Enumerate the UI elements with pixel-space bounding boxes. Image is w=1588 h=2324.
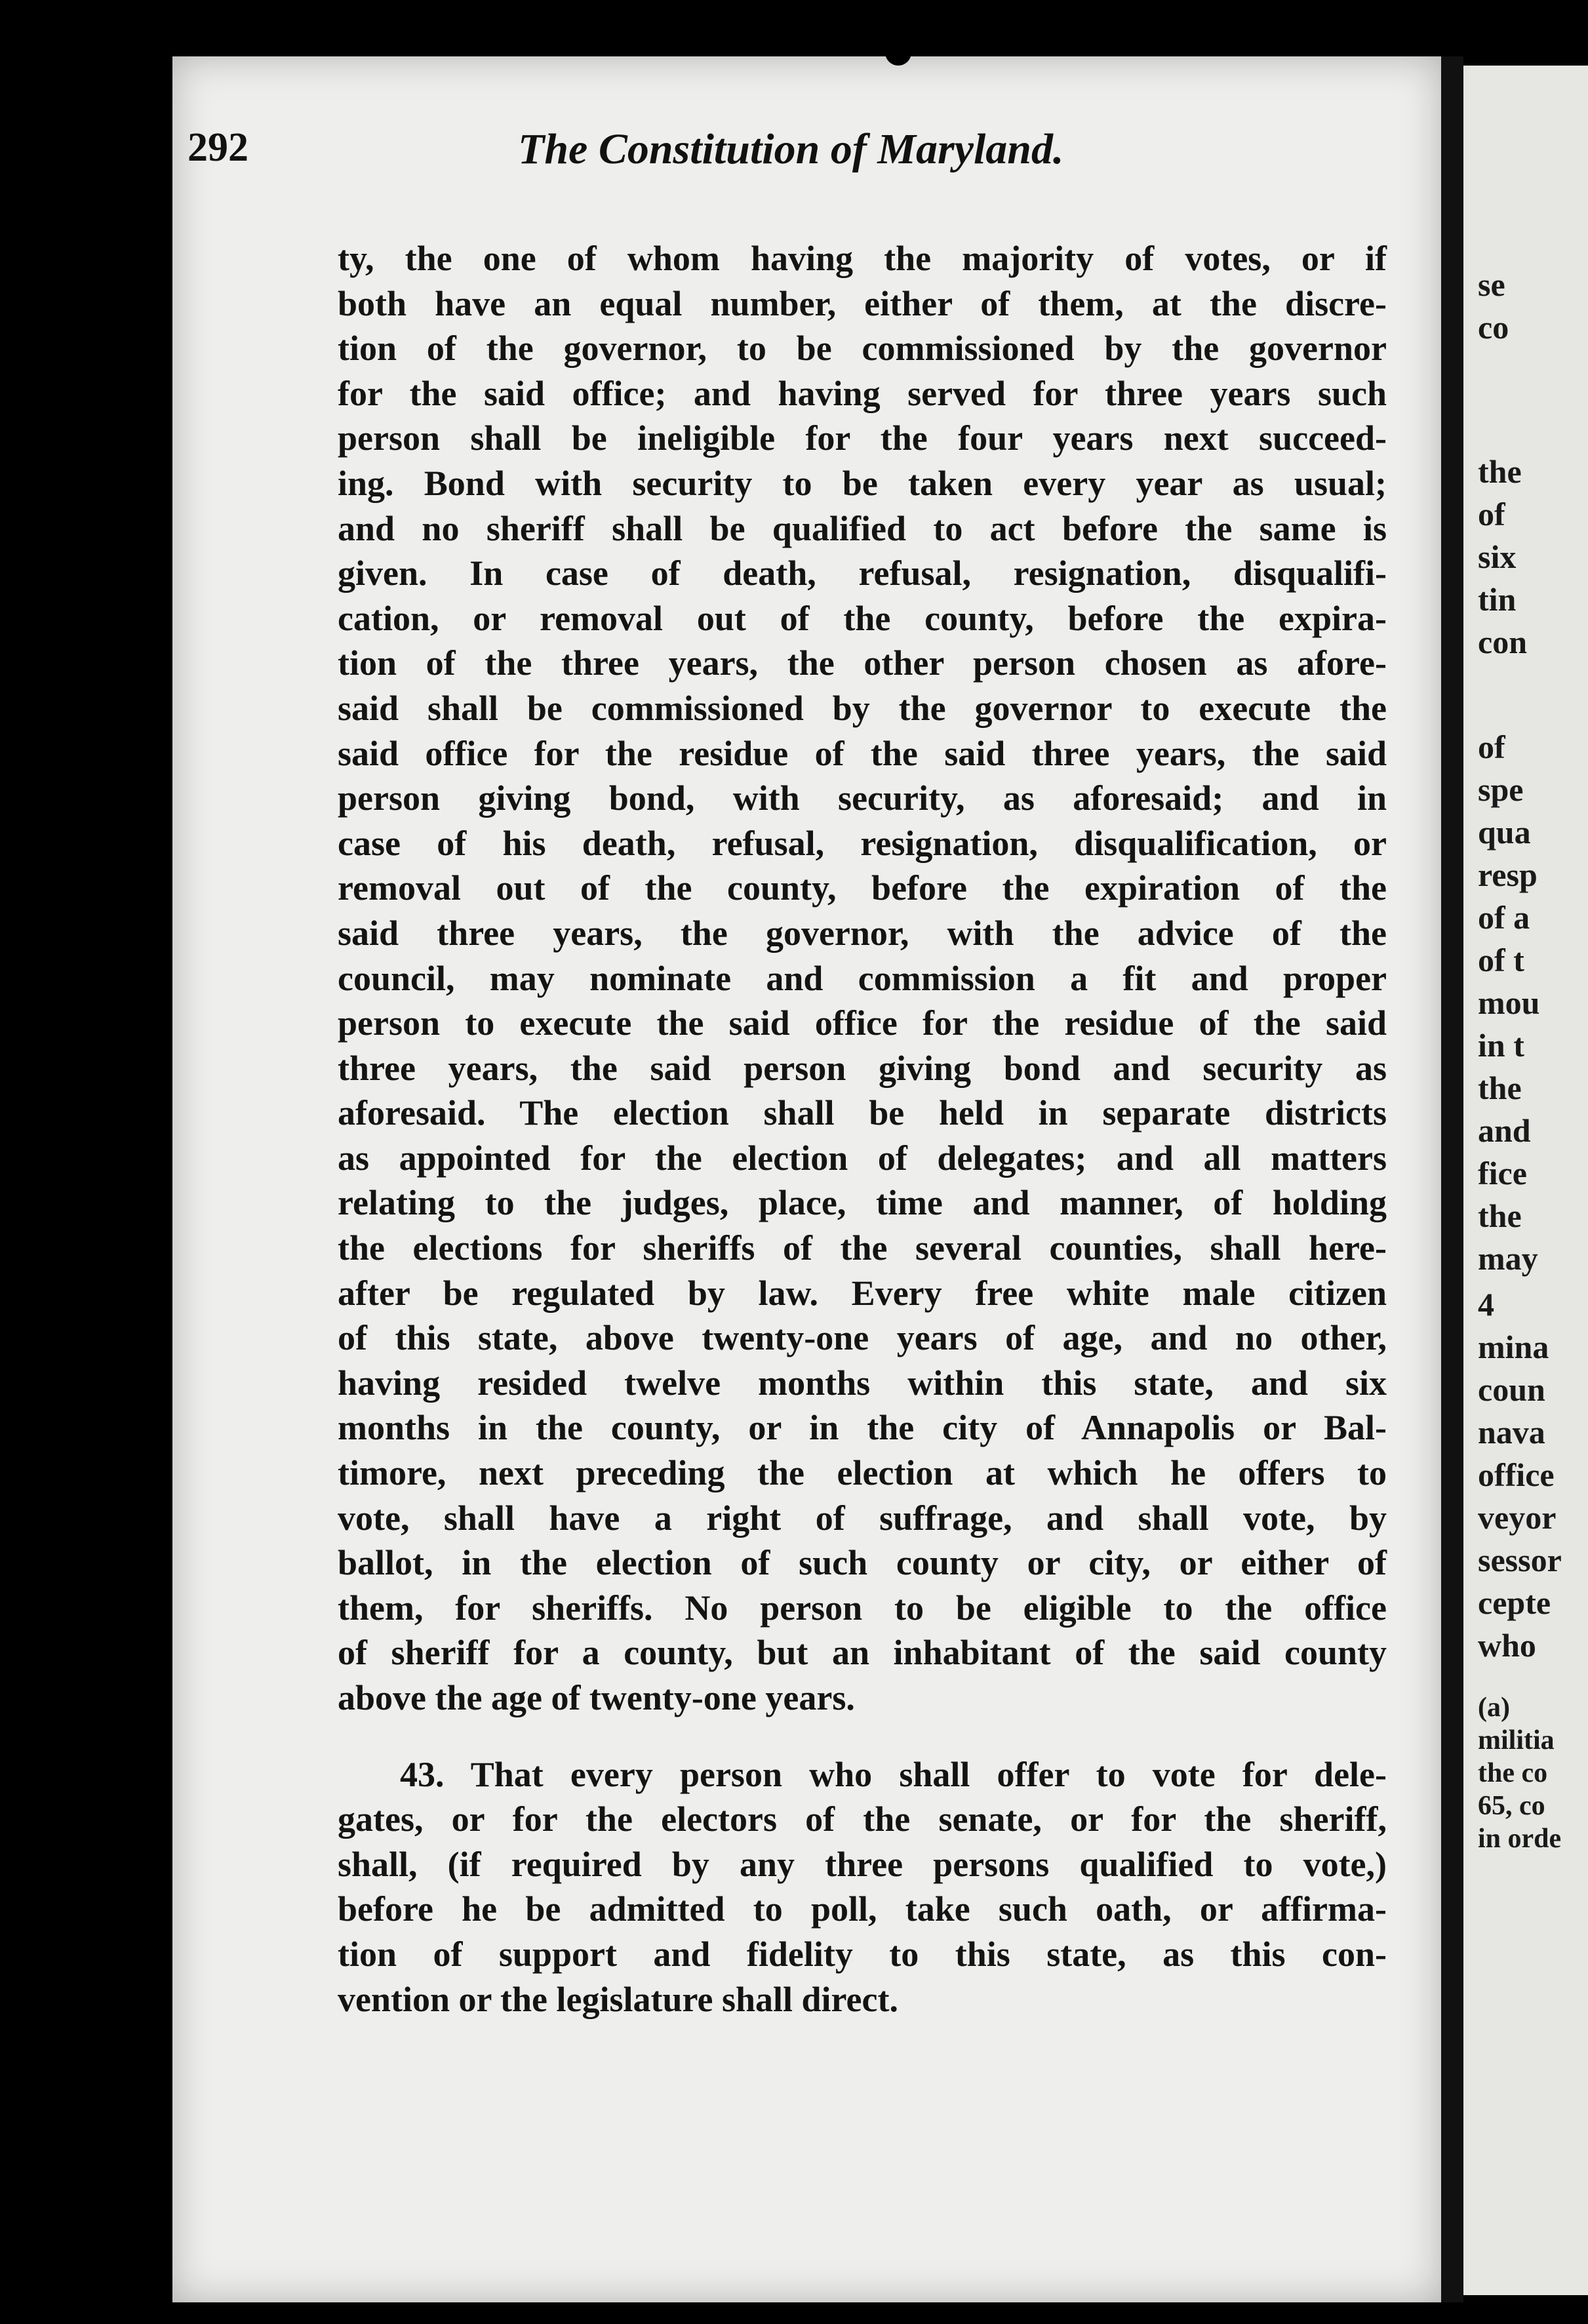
text-line: above the age of twenty-one years. [338, 1678, 855, 1717]
facing-page-fragment: may [1478, 1240, 1538, 1277]
text-line: given. In case of death, refusal, resignation, disqualifi- [338, 553, 1387, 593]
facing-page-fragment: the co [1478, 1758, 1548, 1788]
text-line: shall, (if required by any three persons qualified to vote,) [338, 1844, 1387, 1884]
text-line: and no sheriff shall be qualified to act before the same is [338, 508, 1387, 548]
facing-page-fragment: spe [1478, 771, 1524, 808]
text-line: tion of the governor, to be commissioned by the governor [338, 329, 1387, 369]
text-line: said office for the residue of the said three years, the said [338, 733, 1387, 773]
facing-page-fragment: tin [1478, 581, 1517, 618]
facing-page-fragment: mou [1478, 984, 1540, 1021]
facing-page [1463, 66, 1588, 2295]
paragraph-42-continued [338, 236, 1387, 1721]
text-line: person to execute the said office for the residue of the said [338, 1003, 1387, 1043]
text-line: before he be admitted to poll, take such oath, or affirma- [338, 1889, 1387, 1929]
text-line: ing. Bond with security to be taken every year as usual; [338, 463, 1387, 503]
facing-page-fragment: se [1478, 266, 1505, 303]
page-number: 292 [188, 125, 248, 170]
facing-page-fragment: of t [1478, 942, 1524, 978]
facing-page-fragment: and [1478, 1112, 1531, 1149]
facing-page-fragment: militia [1478, 1725, 1555, 1755]
facing-page-fragment: con [1478, 624, 1527, 660]
facing-page-fragment: of a [1478, 899, 1530, 936]
ink-blot [885, 39, 911, 66]
text-line: having resided twelve months within this state, and six [338, 1363, 1387, 1403]
running-title: The Constitution of Maryland. [518, 125, 1064, 173]
facing-page-fragment: in orde [1478, 1824, 1562, 1854]
facing-page-fragment: of [1478, 729, 1505, 765]
text-line: tion of support and fidelity to this state, as this con- [338, 1934, 1387, 1974]
text-line: of sheriff for a county, but an inhabitant of the said county [338, 1633, 1387, 1673]
facing-page-fragment: the [1478, 1070, 1522, 1106]
body-text [338, 236, 1387, 2022]
text-line: of this state, above twenty-one years of age, and no other, [338, 1318, 1387, 1358]
facing-page-fragment: veyor [1478, 1499, 1557, 1536]
text-line: both have an equal number, either of them, at the discre- [338, 283, 1387, 323]
text-line: aforesaid. The election shall be held in separate districts [338, 1093, 1387, 1133]
facing-page-fragment: resp [1478, 856, 1538, 893]
text-line: after be regulated by law. Every free white male citizen [338, 1273, 1387, 1313]
text-line: ballot, in the election of such county or city, or either of [338, 1543, 1387, 1583]
text-line: tion of the three years, the other person chosen as afore- [338, 643, 1387, 683]
page-gutter [1441, 56, 1463, 2302]
text-line: council, may nominate and commission a fit and proper [338, 958, 1387, 998]
text-line: vention or the legislature shall direct. [338, 1979, 898, 2019]
facing-page-fragment: of [1478, 496, 1505, 532]
text-line: 43. That every person who shall offer to vote for dele- [400, 1754, 1387, 1794]
facing-page-fragment: qua [1478, 814, 1531, 851]
text-line: timore, next preceding the election at which he offers to [338, 1453, 1387, 1493]
facing-page-fragment: 4 [1478, 1286, 1494, 1323]
text-line: case of his death, refusal, resignation, disqualification, or [338, 823, 1387, 863]
facing-page-fragment: in t [1478, 1027, 1524, 1064]
text-line: said shall be commissioned by the governor to execute the [338, 688, 1387, 728]
text-line: months in the county, or in the city of Annapolis or Bal- [338, 1408, 1387, 1448]
facing-page-fragment: coun [1478, 1371, 1545, 1408]
facing-page-fragment: office [1478, 1456, 1555, 1493]
text-line: person shall be ineligible for the four years next succeed- [338, 418, 1387, 458]
text-line: said three years, the governor, with the advice of the [338, 913, 1387, 953]
text-line: gates, or for the electors of the senate, or for the sheriff, [338, 1799, 1387, 1839]
facing-page-fragment: who [1478, 1627, 1536, 1664]
facing-page-fragment: the [1478, 1197, 1522, 1234]
text-line: three years, the said person giving bond and security as [338, 1048, 1387, 1088]
text-line: vote, shall have a right of suffrage, and shall vote, by [338, 1498, 1387, 1538]
facing-page-fragment: six [1478, 538, 1517, 575]
facing-page-fragment: co [1478, 309, 1509, 346]
text-line: relating to the judges, place, time and manner, of holding [338, 1183, 1387, 1223]
facing-page-fragment: sessor [1478, 1542, 1562, 1578]
facing-page-fragment: 65, co [1478, 1791, 1545, 1821]
text-line: the elections for sheriffs of the several counties, shall here- [338, 1228, 1387, 1268]
text-line: person giving bond, with security, as aforesaid; and in [338, 778, 1387, 818]
paragraph-gap [338, 1721, 1387, 1752]
facing-page-fragment: cepte [1478, 1584, 1551, 1621]
text-line: removal out of the county, before the expiration of the [338, 868, 1387, 908]
text-line: for the said office; and having served for three years such [338, 373, 1387, 413]
text-line: as appointed for the election of delegates; and all matters [338, 1138, 1387, 1178]
facing-page-fragment: mina [1478, 1329, 1549, 1365]
text-line: them, for sheriffs. No person to be eligible to the office [338, 1588, 1387, 1628]
facing-page-fragment: the [1478, 453, 1522, 490]
text-line: cation, or removal out of the county, before the expira- [338, 598, 1387, 638]
paragraph-43 [338, 1752, 1387, 2022]
facing-page-fragment: nava [1478, 1414, 1545, 1451]
facing-page-fragment: (a) [1478, 1693, 1510, 1723]
text-line: ty, the one of whom having the majority of votes, or if [338, 239, 1387, 278]
facing-page-fragment: fice [1478, 1155, 1527, 1192]
